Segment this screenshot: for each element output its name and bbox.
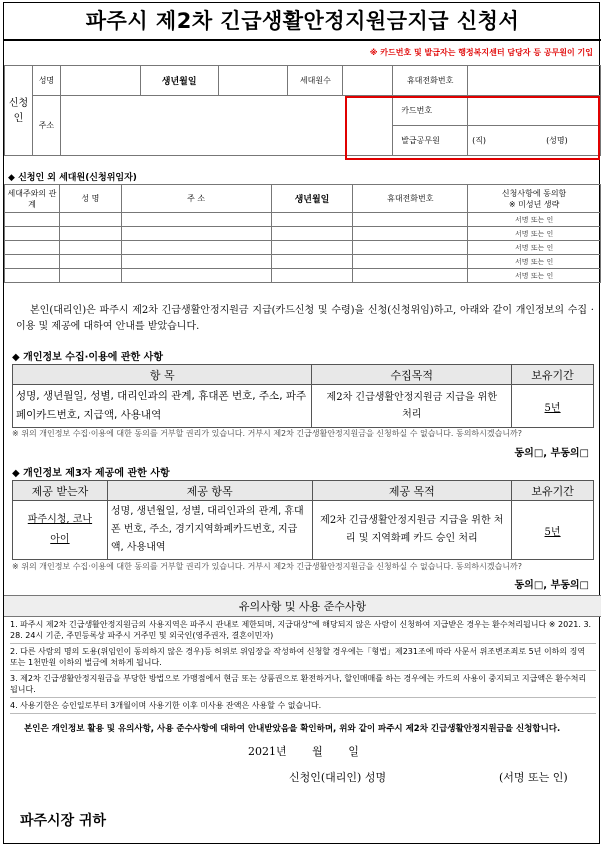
date-line[interactable]: 2021년 월 일: [248, 745, 359, 758]
col-phone: 휴대전화번호: [353, 185, 468, 213]
collect-table: [12, 364, 594, 428]
provide-recipient: 파주시청, 코나아이: [13, 501, 108, 560]
provide-note: ※ 위의 개인정보 수집·이용에 대한 동의를 거부할 권리가 있습니다. 거부시 제2차 긴급생활안정지원금을 신청하실 수 없습니다. 동의하시겠습니까?: [12, 562, 523, 571]
collect-col-period: 보유기간: [512, 365, 594, 385]
name-field[interactable]: [60, 66, 140, 96]
col-relation: 세대주와의 관계: [5, 185, 60, 213]
caution-item: 2. 다른 사람의 명의 도용(위임인이 동의하지 않은 경우)등 허위로 위임장을 작성하여 신청할 경우에는「형법」제231조에 따라 사문서 위조변조죄로 5년 이하의 징역 또는 1천만원 이하의 벌금에 처하게 됩니다.: [10, 644, 596, 671]
provide-purpose: 제2차 긴급생활안정지원금 지급을 위한 처리 및 지역화폐 카드 승인 처리: [312, 501, 512, 560]
recipient-mayor: 파주시장 귀하: [20, 813, 107, 829]
collect-period: 5년: [512, 385, 594, 428]
collect-col-item: 항 목: [13, 365, 312, 385]
applicant-side-label: 신청인: [5, 66, 33, 156]
collect-agree[interactable]: 동의□, 부동의□: [514, 448, 589, 459]
collect-items: 성명, 생년월일, 성별, 대리인과의 관계, 휴대폰 번호, 주소, 파주페이카드번호, 지급액, 사용내역: [13, 385, 312, 428]
address-label: 주소: [32, 96, 60, 156]
signer-label: 신청인(대리인) 성명: [289, 771, 387, 784]
family-heading: ◆ 신청인 외 세대원(신청위임자): [8, 173, 137, 183]
col-consent: 신청사항에 동의함 ※ 미성년 생략: [468, 185, 601, 213]
provide-agree[interactable]: 동의□, 부동의□: [514, 580, 589, 591]
issuer-name: (성명): [546, 136, 568, 145]
householder-label: 세대원수: [288, 66, 343, 96]
family-row: [5, 241, 601, 255]
collect-col-purpose: 수집목적: [312, 365, 512, 385]
sign-cell[interactable]: 서명 또는 인: [468, 269, 601, 283]
family-row: [5, 213, 601, 227]
name-label: 성명: [32, 66, 60, 96]
sign-hint[interactable]: (서명 또는 인): [499, 771, 568, 784]
sign-cell[interactable]: 서명 또는 인: [468, 255, 601, 269]
provide-heading: ◆ 개인정보 제3자 제공에 관한 사항: [12, 468, 170, 479]
collect-note: ※ 위의 개인정보 수집·이용에 대한 동의를 거부할 권리가 있습니다. 거부시 제2차 긴급생활안정지원금을 신청하실 수 없습니다. 동의하시겠습니까?: [12, 429, 523, 438]
official-use-box: [345, 96, 600, 160]
birth-label: 생년월일: [140, 66, 218, 96]
confirm-statement: 본인은 개인정보 활용 및 유의사항, 사용 준수사항에 대하여 안내받았음을 확인하며, 위와 같이 파주시 제2차 긴급생활안정지원금을 신청합니다.: [24, 724, 561, 734]
card-label: 카드번호: [393, 96, 468, 126]
provide-col-item: 제공 항목: [107, 481, 312, 501]
sign-cell[interactable]: 서명 또는 인: [468, 213, 601, 227]
col-address: 주 소: [121, 185, 271, 213]
householder-field[interactable]: [343, 66, 393, 96]
caution-item: 4. 사용기한은 승인일로부터 3개월이며 사용기한 이후 미사용 잔액은 사용할 수 없습니다.: [10, 698, 596, 714]
family-row: [5, 255, 601, 269]
title-divider: [4, 39, 601, 41]
issuer-position: (직): [472, 136, 487, 145]
provide-col-period: 보유기간: [512, 481, 594, 501]
family-table: [4, 184, 601, 283]
phone-label: 휴대전화번호: [393, 66, 468, 96]
family-row: [5, 227, 601, 241]
issuer-label: 발급공무원: [393, 126, 468, 156]
form-title: 파주시 제2차 긴급생활안정지원금지급 신청서: [85, 9, 520, 33]
signer-line: [289, 769, 589, 785]
official-notice: ※ 카드번호 및 발급자는 행정복지센터 담당자 등 공무원이 기입: [369, 48, 593, 57]
provide-col-recipient: 제공 받는자: [13, 481, 108, 501]
provide-col-purpose: 제공 목적: [312, 481, 512, 501]
intro-text: 본인(대리인)은 파주시 제2차 긴급생활안정지원금 지급(카드신청 및 수령)을 신청(신청위임)하고, 아래와 같이 개인정보의 수집 · 이용 및 제공에 대하여 안내를 받았습니다.: [16, 305, 594, 332]
collect-purpose: 제2차 긴급생활안정지원금 지급을 위한 처리: [312, 385, 512, 428]
provide-table: [12, 480, 594, 560]
family-row: [5, 269, 601, 283]
sign-cell[interactable]: 서명 또는 인: [468, 241, 601, 255]
address-field[interactable]: [60, 96, 392, 156]
sign-cell[interactable]: 서명 또는 인: [468, 227, 601, 241]
caution-item: 1. 파주시 제2차 긴급생활안정지원금의 사용지역은 파주시 관내로 제한되며, 지급대상"에 해당되지 않은 사람이 신청하여 지급받은 경우는 환수처리됩니다 ※ 2021. 3. 28. 24시 기준, 주민등록상 파주시 거주민 및 외국인(영주권자, 결혼이민자): [10, 617, 596, 644]
caution-heading: 유의사항 및 사용 준수사항: [4, 595, 601, 617]
col-name: 성 명: [59, 185, 121, 213]
collect-heading: ◆ 개인정보 수집·이용에 관한 사항: [12, 352, 163, 363]
provide-period: 5년: [512, 501, 594, 560]
phone-field[interactable]: [468, 66, 601, 96]
col-birth: 생년월일: [271, 185, 353, 213]
caution-list: [10, 617, 596, 714]
application-form: [3, 2, 600, 844]
caution-item: 3. 제2차 긴급생활안정지원금을 부당한 방법으로 가맹점에서 현금 또는 상품권으로 환전하거나, 할인매매를 하는 경우에는 카드의 사용이 중지되고 지급액은 환수처리 됩니다.: [10, 671, 596, 698]
birth-field[interactable]: [218, 66, 288, 96]
provide-items: 성명, 생년월일, 성별, 대리인과의 관계, 휴대폰 번호, 주소, 경기지역화폐카드번호, 지급액, 사용내역: [107, 501, 312, 560]
